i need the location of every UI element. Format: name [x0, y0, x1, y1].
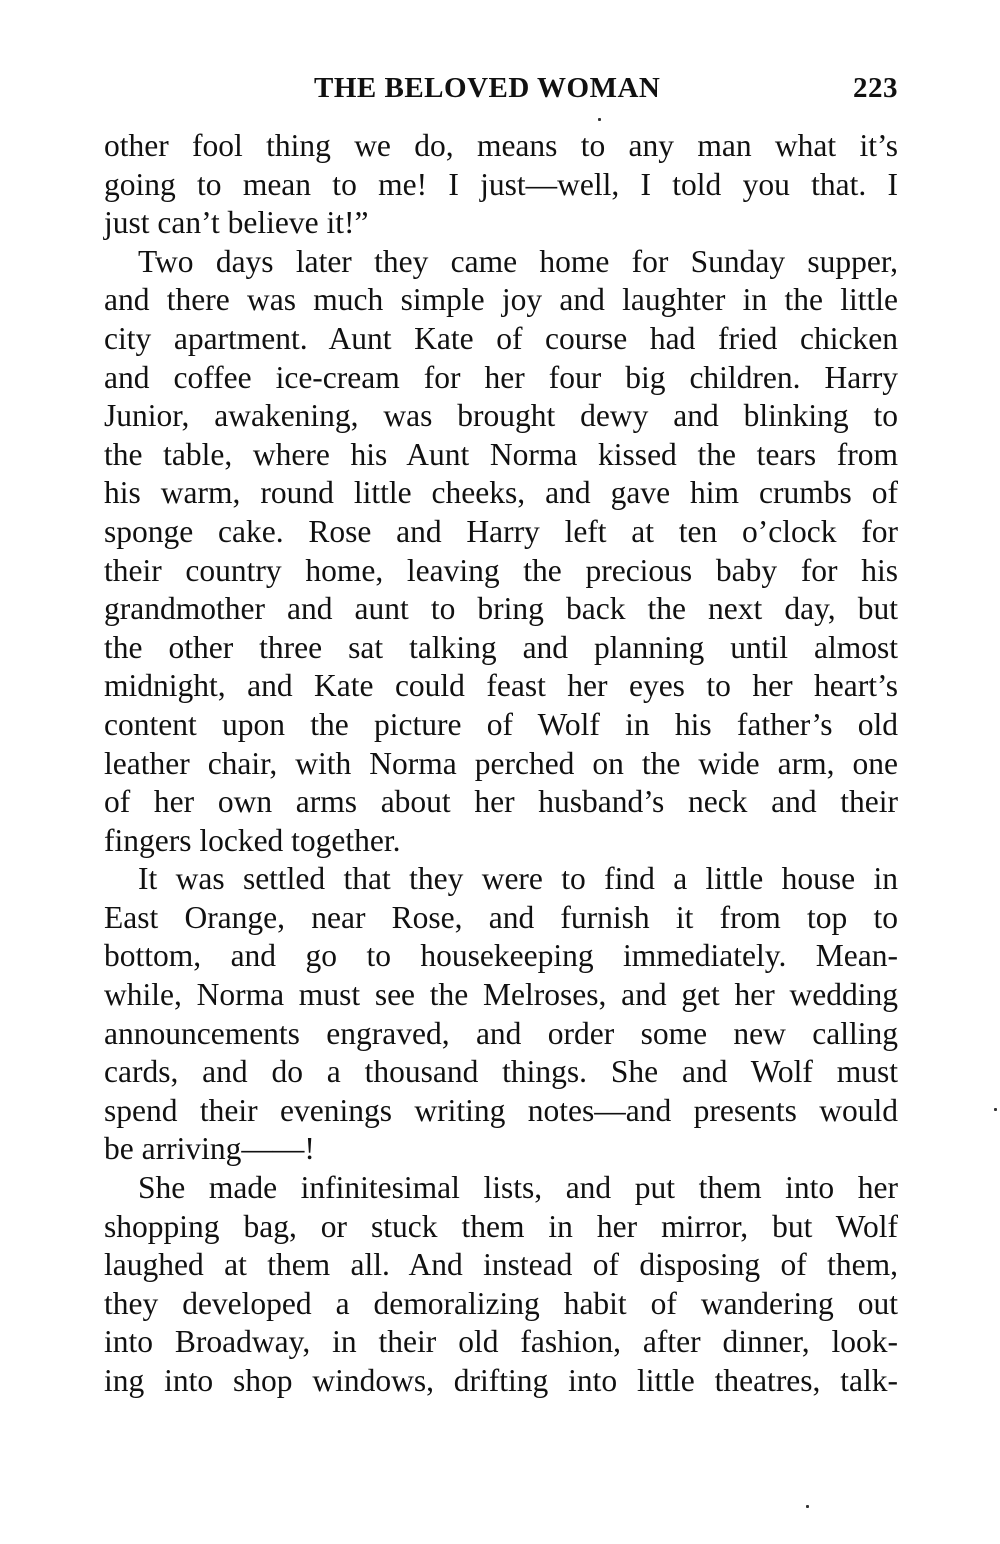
text-line: sponge cake. Rose and Harry left at ten o’clock for	[104, 513, 898, 549]
paragraph	[104, 243, 898, 861]
running-title: THE BELOVED WOMAN	[314, 72, 661, 104]
paragraph	[104, 1169, 898, 1401]
text-line: they developed a demoralizing habit of wandering out	[104, 1285, 898, 1321]
text-line: shopping bag, or stuck them in her mirror, but Wolf	[104, 1208, 898, 1244]
text-line: fingers locked together.	[104, 822, 401, 858]
text-line: and there was much simple joy and laughter in the little	[104, 282, 898, 318]
text-line: She made infinitesimal lists, and put them into her	[138, 1170, 898, 1206]
text-line: announcements engraved, and order some new calling	[104, 1015, 898, 1051]
text-line: the table, where his Aunt Norma kissed the tears from	[104, 436, 898, 472]
text-line: and coffee ice-cream for her four big children. Harry	[104, 359, 898, 395]
text-line: leather chair, with Norma perched on the wide arm, one	[104, 745, 898, 781]
text-line: going to mean to me! I just—well, I told you that. I	[104, 166, 898, 202]
print-speck	[806, 1505, 809, 1508]
text-line: of her own arms about her husband’s neck and their	[104, 784, 898, 820]
text-line: be arriving——!	[104, 1131, 315, 1167]
text-line: cards, and do a thousand things. She and Wolf must	[104, 1054, 898, 1090]
text-line: It was settled that they were to find a little house in	[138, 861, 898, 897]
running-head	[104, 72, 898, 112]
text-line: midnight, and Kate could feast her eyes to her heart’s	[104, 668, 898, 704]
text-line: his warm, round little cheeks, and gave him crumbs of	[104, 475, 898, 511]
text-line: bottom, and go to housekeeping immediately. Mean-	[104, 938, 898, 974]
text-line: Two days later they came home for Sunday supper,	[138, 243, 898, 279]
text-line: content upon the picture of Wolf in his father’s old	[104, 706, 898, 742]
body-text	[104, 127, 898, 1401]
text-line: grandmother and aunt to bring back the next day, but	[104, 591, 898, 627]
text-line: spend their evenings writing notes—and presents would	[104, 1092, 898, 1128]
print-speck	[598, 118, 601, 121]
print-speck	[994, 1108, 997, 1111]
text-line: while, Norma must see the Melroses, and get her wedding	[104, 977, 898, 1013]
text-line: city apartment. Aunt Kate of course had fried chicken	[104, 320, 898, 356]
text-line: into Broadway, in their old fashion, after dinner, look-	[104, 1324, 898, 1360]
text-line: other fool thing we do, means to any man what it’s	[104, 128, 898, 163]
text-line: East Orange, near Rose, and furnish it from top to	[104, 899, 898, 935]
paragraph	[104, 127, 898, 243]
text-line: just can’t believe it!”	[104, 205, 369, 241]
text-line: their country home, leaving the precious baby for his	[104, 552, 898, 588]
text-line: laughed at them all. And instead of disposing of them,	[104, 1247, 898, 1283]
text-line: Junior, awakening, was brought dewy and blinking to	[104, 398, 898, 434]
text-line: ing into shop windows, drifting into little theatres, talk-	[104, 1363, 898, 1398]
page-number: 223	[853, 72, 898, 104]
paragraph	[104, 860, 898, 1169]
text-line: the other three sat talking and planning until almost	[104, 629, 898, 665]
